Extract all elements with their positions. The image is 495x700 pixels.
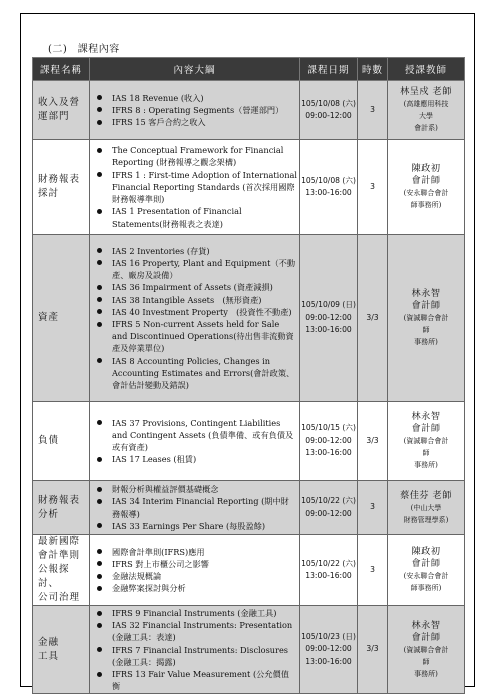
table-row — [33, 535, 465, 606]
teacher-name: 林呈戍 老師 — [400, 86, 452, 97]
list-item: IFRS 1 : First-time Adoption of International Financial Reporting Standards (首次採用國際財務報導準則) — [112, 169, 297, 205]
teacher-name: 陳政初 會計師 — [411, 546, 441, 569]
course-name: 金融 工具 — [33, 606, 90, 694]
table-row — [33, 140, 465, 235]
course-hours: 3 — [358, 140, 388, 235]
course-outline — [90, 535, 300, 606]
teacher-affiliation: (高雄應用科技 大學 會計系) — [403, 100, 449, 132]
teacher-affiliation: (安永聯合會計 師事務所) — [403, 189, 449, 209]
outline-list — [90, 245, 297, 391]
teacher-name: 林永智 會計師 — [411, 288, 441, 311]
course-outline — [90, 481, 300, 535]
course-outline — [90, 235, 300, 402]
teacher-name: 林永智 會計師 — [411, 619, 441, 643]
outline-list — [90, 92, 297, 129]
table-row — [33, 402, 465, 481]
table-row — [33, 81, 465, 140]
course-hours: 3 — [358, 535, 388, 606]
list-item: IAS 34 Interim Financial Reporting (期中財務報導) — [112, 495, 297, 519]
list-item: IFRS 13 Fair Value Measurement (公允價值衡 — [112, 668, 297, 692]
header-outline: 內容大綱 — [90, 58, 300, 81]
course-teacher — [388, 402, 465, 481]
course-outline — [90, 140, 300, 235]
list-item: 金融法規概論 — [112, 570, 297, 582]
outline-list — [90, 607, 297, 692]
teacher-name: 陳政初 會計師 — [411, 163, 441, 186]
course-name: 負債 — [33, 402, 90, 481]
course-outline — [90, 402, 300, 481]
table-row — [33, 235, 465, 402]
course-hours: 3/3 — [358, 606, 388, 694]
outline-list — [90, 483, 297, 532]
list-item: 財報分析與權益評價基礎概念 — [112, 483, 297, 495]
list-item: IAS 36 Impairment of Assets (資產減損) — [112, 281, 297, 293]
teacher-affiliation: (資誠聯合會計 師 事務所) — [403, 437, 449, 469]
list-item: IFRS 8 : Operating Segments（營運部門） — [112, 104, 297, 116]
list-item: 金融弊案探討與分析 — [112, 582, 297, 594]
course-name: 收入及營 運部門 — [33, 81, 90, 140]
course-teacher — [388, 235, 465, 402]
list-item: IAS 8 Accounting Policies, Changes in Accounting Estimates and Errors(會計政策、會計估計變動及錯誤) — [112, 355, 297, 392]
course-name: 最新國際 會計準則 公報探討、 公司治理 — [33, 535, 90, 606]
table-row — [33, 606, 465, 694]
course-date: 105/10/22 (六) 09:00-12:00 — [300, 481, 358, 535]
list-item: IFRS 7 Financial Instruments: Disclosures (金融工具：揭露) — [112, 644, 297, 668]
course-hours: 3 — [358, 481, 388, 535]
teacher-name: 林永智 會計師 — [411, 411, 441, 434]
list-item: IFRS 15 客戶合約之收入 — [112, 116, 297, 128]
list-item: IAS 17 Leases (租賃) — [112, 453, 297, 465]
course-date: 105/10/08 (六) 13:00-16:00 — [300, 140, 358, 235]
list-item: IFRS 5 Non-current Assets held for Sale and Discontinued Operations(待出售非流動資產及停業單位) — [112, 318, 297, 355]
list-item: IAS 38 Intangible Assets (無形資產) — [112, 294, 297, 306]
header-teacher: 授課教師 — [388, 58, 465, 81]
teacher-affiliation: (安永聯合會計 師事務所) — [403, 572, 449, 592]
teacher-affiliation: (資誠聯合會計 師 事務所) — [403, 645, 449, 678]
list-item: IFRS 對上市櫃公司之影響 — [112, 558, 297, 570]
course-teacher — [388, 481, 465, 535]
course-outline — [90, 606, 300, 694]
list-item: 國際會計準則(IFRS)應用 — [112, 546, 297, 558]
list-item: IAS 2 Inventories (存貨) — [112, 245, 297, 257]
teacher-affiliation: (資誠聯合會計 師 事務所) — [403, 314, 449, 346]
course-date: 105/10/23 (日) 09:00-12:00 13:00-16:00 — [300, 606, 358, 694]
section-title: (二) 課程內容 — [48, 44, 120, 55]
course-name: 財務報表 採討 — [33, 140, 90, 235]
course-teacher — [388, 535, 465, 606]
list-item: The Conceptual Framework for Financial Reporting (財務報導之觀念架構) — [112, 144, 297, 168]
teacher-affiliation: (中山大學 財務管理學系) — [403, 503, 449, 524]
list-item: IAS 33 Earnings Per Share (每股盈餘) — [112, 520, 297, 532]
list-item: IAS 16 Property, Plant and Equipment（不動產、廠房及設備） — [112, 257, 296, 281]
list-item: IFRS 9 Financial Instruments (金融工具) — [112, 607, 297, 619]
teacher-name: 蔡佳芬 老師 — [400, 489, 452, 501]
header-course-name: 課程名稱 — [33, 58, 90, 81]
course-outline — [90, 81, 300, 140]
outline-list — [90, 417, 297, 466]
course-name: 資產 — [33, 235, 90, 402]
course-teacher — [388, 140, 465, 235]
list-item: IAS 32 Financial Instruments: Presentation (金融工具：表達) — [112, 619, 297, 643]
course-date: 105/10/08 (六) 09:00-12:00 — [300, 81, 358, 140]
list-item: IAS 1 Presentation of Financial Statements(財務報表之表達) — [112, 205, 297, 229]
outline-list — [90, 144, 297, 229]
list-item: IAS 18 Revenue (收入) — [112, 92, 297, 104]
table-row — [33, 481, 465, 535]
course-hours: 3 — [358, 81, 388, 140]
course-hours: 3/3 — [358, 235, 388, 402]
course-teacher — [388, 81, 465, 140]
course-date: 105/10/15 (六) 09:00-12:00 13:00-16:00 — [300, 402, 358, 481]
list-item: IAS 40 Investment Property (投資性不動產) — [112, 306, 297, 318]
course-table — [32, 57, 465, 694]
course-teacher — [388, 606, 465, 694]
course-date: 105/10/22 (六) 13:00-16:00 — [300, 535, 358, 606]
course-name: 財務報表 分析 — [33, 481, 90, 535]
list-item: IAS 37 Provisions, Contingent Liabilities and Contingent Assets (負債準備、或有負債及或有資產) — [112, 417, 297, 454]
course-date: 105/10/09 (日) 09:00-12:00 13:00-16:00 — [300, 235, 358, 402]
table-header-row — [33, 58, 465, 81]
outline-list — [90, 546, 297, 595]
header-hours: 時數 — [358, 58, 388, 81]
course-hours: 3/3 — [358, 402, 388, 481]
header-date: 課程日期 — [300, 58, 358, 81]
